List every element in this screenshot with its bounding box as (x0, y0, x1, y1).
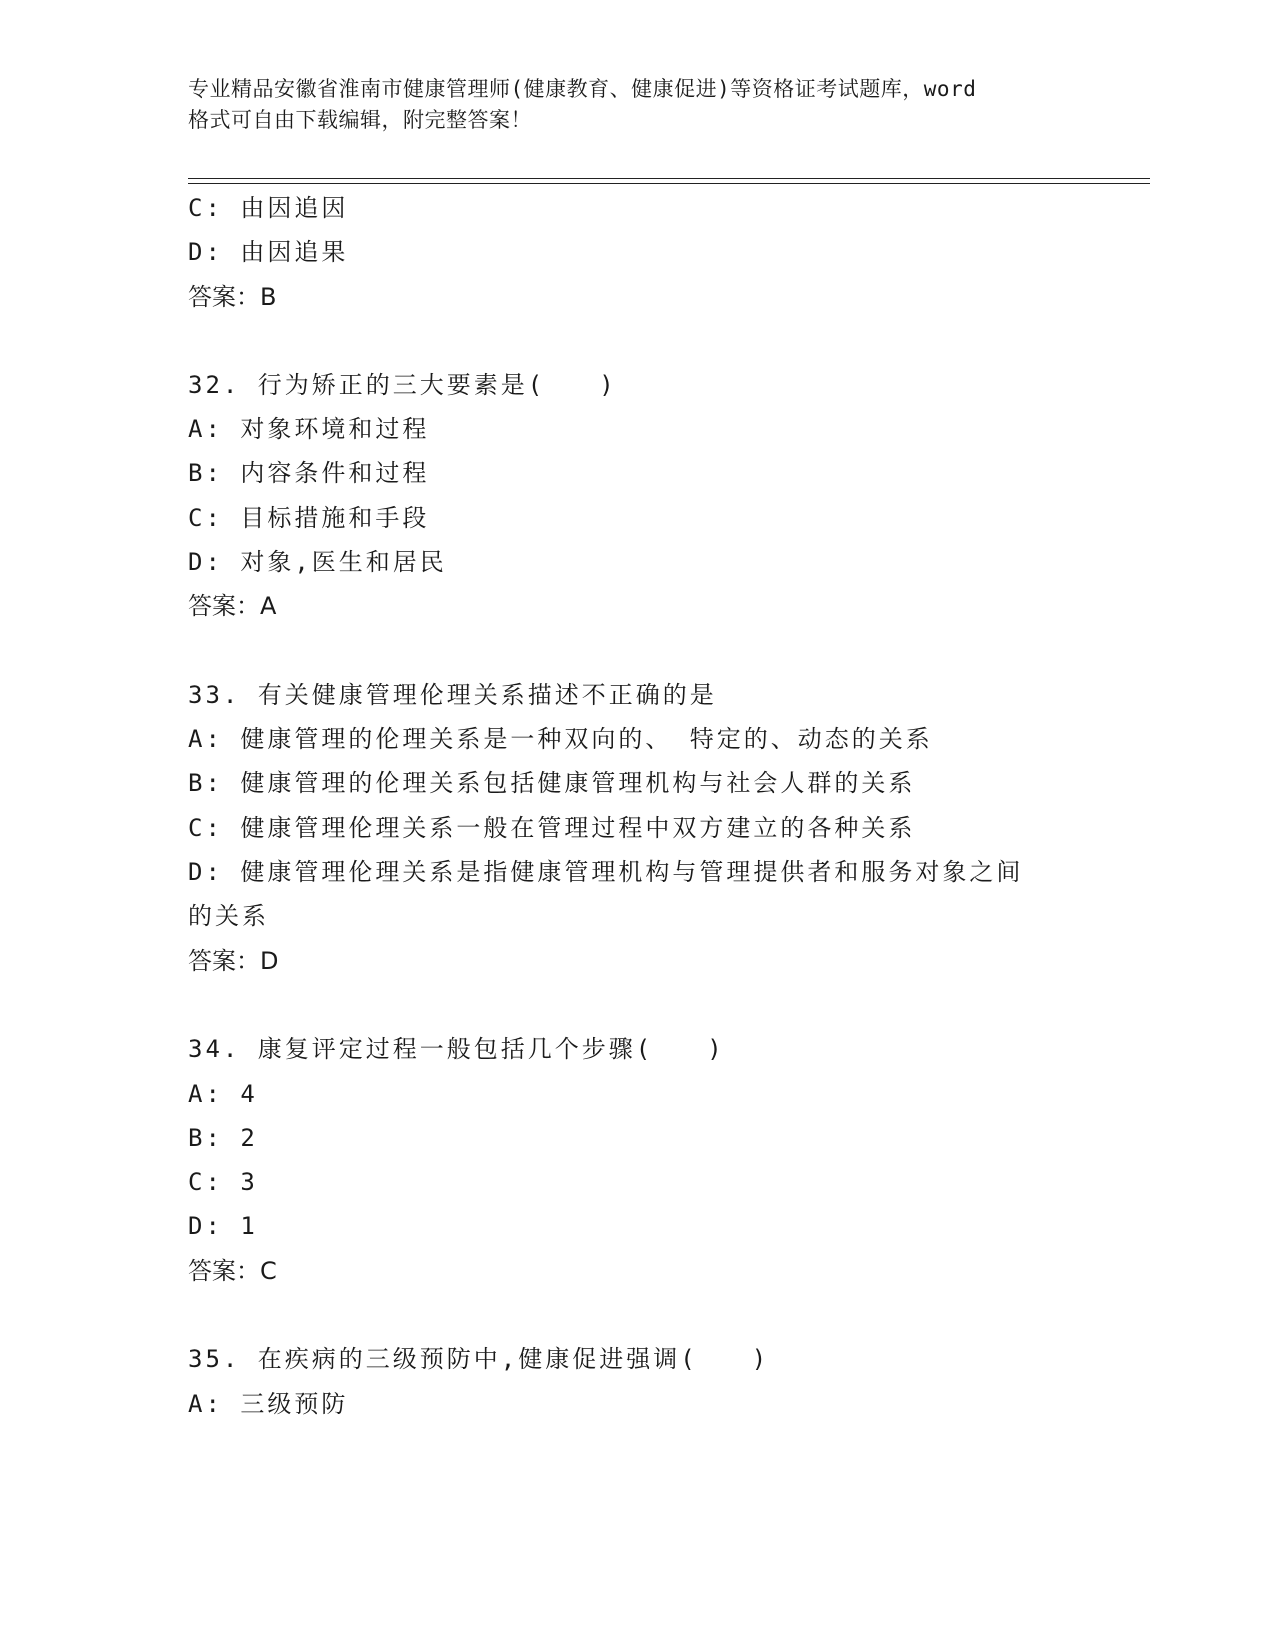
q33-answer: 答案：D (188, 947, 279, 975)
q34-question: 34. 康复评定过程一般包括几个步骤( ) (188, 1035, 725, 1063)
q34-answer: 答案：C (188, 1257, 277, 1285)
q33-option-a: A: 健康管理的伦理关系是一种双向的、 特定的、动态的关系 (188, 725, 933, 753)
q32-option-d: D: 对象,医生和居民 (188, 548, 447, 576)
q33-option-d-continued: 的关系 (188, 902, 269, 930)
q32-option-c: C: 目标措施和手段 (188, 504, 430, 532)
q33-option-d: D: 健康管理伦理关系是指健康管理机构与管理提供者和服务对象之间 (188, 858, 1024, 886)
q34-option-b: B: 2 (188, 1124, 258, 1152)
q32-option-b: B: 内容条件和过程 (188, 459, 430, 487)
q34-option-a: A: 4 (188, 1080, 258, 1108)
q31-option-d: D: 由因追果 (188, 238, 349, 266)
q31-answer: 答案：B (188, 283, 277, 311)
q34-option-d: D: 1 (188, 1212, 258, 1240)
document-header (188, 74, 1088, 136)
header-divider-bottom (188, 183, 1150, 184)
header-line-2: 格式可自由下载编辑，附完整答案！ (188, 108, 532, 132)
header-line-1: 专业精品安徽省淮南市健康管理师(健康教育、健康促进)等资格证考试题库，word (188, 77, 977, 101)
q33-option-b: B: 健康管理的伦理关系包括健康管理机构与社会人群的关系 (188, 769, 916, 797)
q33-option-c: C: 健康管理伦理关系一般在管理过程中双方建立的各种关系 (188, 814, 916, 842)
q35-option-a: A: 三级预防 (188, 1390, 349, 1418)
q31-option-c: C: 由因追因 (188, 194, 349, 222)
q32-answer: 答案：A (188, 592, 277, 620)
header-divider-top (188, 178, 1150, 179)
q35-question: 35. 在疾病的三级预防中,健康促进强调( ) (188, 1345, 770, 1373)
q32-option-a: A: 对象环境和过程 (188, 415, 430, 443)
q34-option-c: C: 3 (188, 1168, 258, 1196)
q33-question: 33. 有关健康管理伦理关系描述不正确的是 (188, 681, 717, 709)
q32-question: 32. 行为矫正的三大要素是( ) (188, 371, 617, 399)
